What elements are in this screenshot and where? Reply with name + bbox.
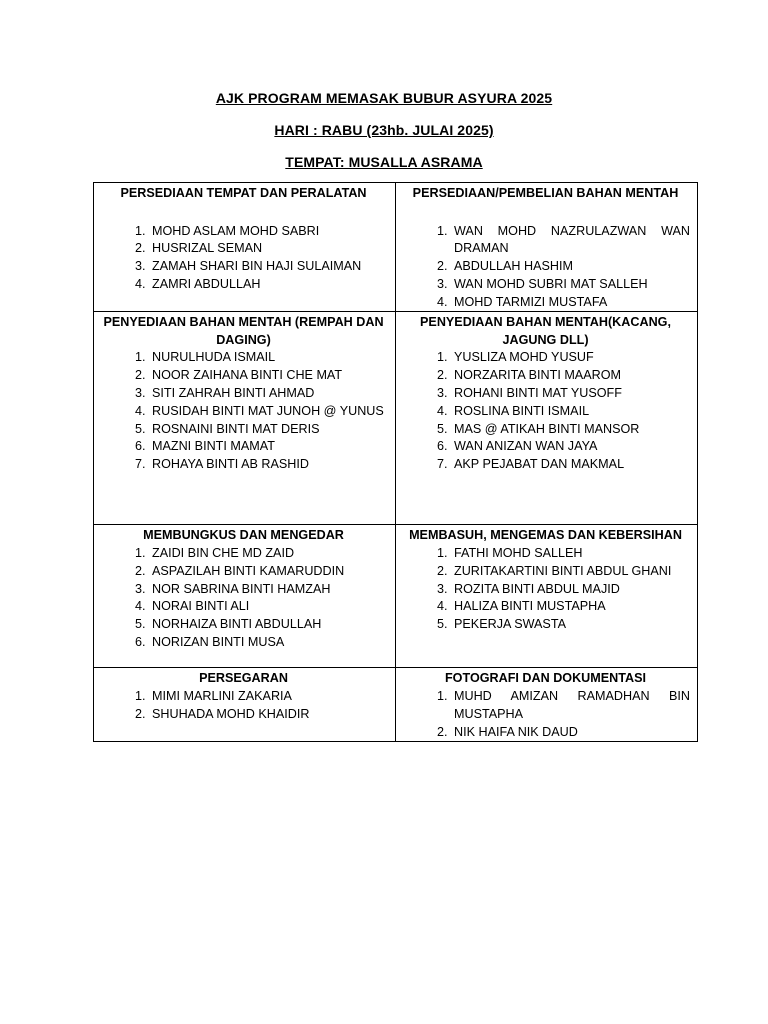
section-title: PENYEDIAAN BAHAN MENTAH (REMPAH DAN DAGING) <box>103 315 384 347</box>
document-title: AJK PROGRAM MEMASAK BUBUR ASYURA 2025 <box>215 90 553 106</box>
member-item: 2. ABDULLAH HASHIM <box>451 258 690 276</box>
section-cell <box>94 668 396 742</box>
table-row <box>94 525 698 668</box>
member-list <box>401 688 690 741</box>
member-item: 3. ROHANI BINTI MAT YUSOFF <box>451 385 690 403</box>
table-row <box>94 183 698 312</box>
section-cell <box>94 525 396 668</box>
member-item: 1. WAN MOHD NAZRULAZWAN WAN DRAMAN <box>451 223 690 259</box>
member-item: 4. HALIZA BINTI MUSTAPHA <box>451 598 690 616</box>
member-item: 2. ASPAZILAH BINTI KAMARUDDIN <box>149 563 388 581</box>
member-item: 2. NIK HAIFA NIK DAUD <box>451 724 690 742</box>
section-title: MEMBUNGKUS DAN MENGEDAR <box>143 528 344 543</box>
section-cell <box>94 312 396 525</box>
member-list <box>99 349 388 474</box>
section-title: PERSEDIAAN TEMPAT DAN PERALATAN <box>120 186 367 200</box>
member-list <box>99 688 388 724</box>
member-item: 1. FATHI MOHD SALLEH <box>451 545 690 563</box>
section-title: PENYEDIAAN BAHAN MENTAH(KACANG, JAGUNG DLL) <box>420 315 671 347</box>
member-item: 4. NORAI BINTI ALI <box>149 598 388 616</box>
member-item: 2. HUSRIZAL SEMAN <box>149 240 388 258</box>
member-item: 6. MAZNI BINTI MAMAT <box>149 438 388 456</box>
member-item: 1. NURULHUDA ISMAIL <box>149 349 388 367</box>
member-item: 2. ZURITAKARTINI BINTI ABDUL GHANI <box>451 563 690 581</box>
section-cell <box>396 183 698 312</box>
section-cell <box>94 183 396 312</box>
member-list <box>401 349 690 474</box>
member-item: 1. MUHD AMIZAN RAMADHAN BIN MUSTAPHA <box>451 688 690 724</box>
member-item: 4. ZAMRI ABDULLAH <box>149 276 388 294</box>
member-item: 3. SITI ZAHRAH BINTI AHMAD <box>149 385 388 403</box>
member-list <box>99 545 388 652</box>
member-item: 4. ROSLINA BINTI ISMAIL <box>451 403 690 421</box>
table-row <box>94 668 698 742</box>
section-title: FOTOGRAFI DAN DOKUMENTASI <box>444 671 647 686</box>
section-cell <box>396 668 698 742</box>
member-item: 4. MOHD TARMIZI MUSTAFA <box>451 294 690 312</box>
member-item: 4. RUSIDAH BINTI MAT JUNOH @ YUNUS <box>149 403 388 421</box>
member-list <box>401 545 690 634</box>
member-item: 2. NOOR ZAIHANA BINTI CHE MAT <box>149 367 388 385</box>
member-item: 3. WAN MOHD SUBRI MAT SALLEH <box>451 276 690 294</box>
event-day: HARI : RABU (23hb. JULAI 2025) <box>274 122 494 138</box>
member-item: 3. ROZITA BINTI ABDUL MAJID <box>451 581 690 599</box>
member-list <box>99 223 388 294</box>
section-cell <box>396 525 698 668</box>
member-item: 3. ZAMAH SHARI BIN HAJI SULAIMAN <box>149 258 388 276</box>
member-item: 2. SHUHADA MOHD KHAIDIR <box>149 706 388 724</box>
member-list <box>401 223 690 312</box>
section-cell <box>396 312 698 525</box>
member-item: 5. NORHAIZA BINTI ABDULLAH <box>149 616 388 634</box>
member-item: 1. MIMI MARLINI ZAKARIA <box>149 688 388 706</box>
member-item: 1. YUSLIZA MOHD YUSUF <box>451 349 690 367</box>
member-item: 5. MAS @ ATIKAH BINTI MANSOR <box>451 421 690 439</box>
committee-table <box>93 182 698 742</box>
member-item: 1. ZAIDI BIN CHE MD ZAID <box>149 545 388 563</box>
table-row <box>94 312 698 525</box>
member-item: 7. ROHAYA BINTI AB RASHID <box>149 456 388 474</box>
member-item: 6. NORIZAN BINTI MUSA <box>149 634 388 652</box>
member-item: 6. WAN ANIZAN WAN JAYA <box>451 438 690 456</box>
member-item: 2. NORZARITA BINTI MAAROM <box>451 367 690 385</box>
member-item: 1. MOHD ASLAM MOHD SABRI <box>149 223 388 241</box>
section-title: PERSEGARAN <box>199 671 288 686</box>
member-item: 3. NOR SABRINA BINTI HAMZAH <box>149 581 388 599</box>
section-title: MEMBASUH, MENGEMAS DAN KEBERSIHAN <box>409 528 682 543</box>
member-item: 5. ROSNAINI BINTI MAT DERIS <box>149 421 388 439</box>
member-item: 5. PEKERJA SWASTA <box>451 616 690 634</box>
section-title: PERSEDIAAN/PEMBELIAN BAHAN MENTAH <box>412 186 679 200</box>
member-item: 7. AKP PEJABAT DAN MAKMAL <box>451 456 690 474</box>
event-place: TEMPAT: MUSALLA ASRAMA <box>285 154 483 170</box>
